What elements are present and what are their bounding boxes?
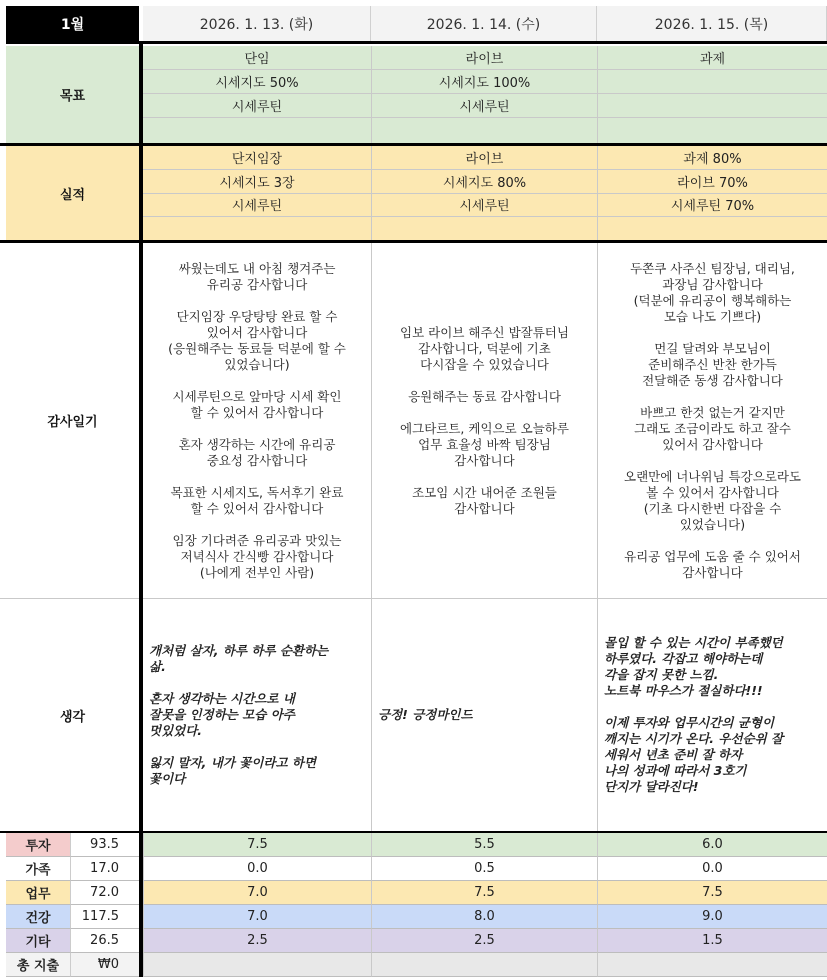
result-cell: 라이브 <box>372 146 597 170</box>
summary-label[interactable]: 업무 <box>6 881 70 905</box>
summary-value[interactable]: 9.0 <box>597 905 827 929</box>
gratitude-cell-2[interactable]: 임보 라이브 해주신 밥잘튜터님 감사합니다, 덕분에 기초 다시잡을 수 있었습니다 응원해주는 동료 감사합니다 에그타르트, 케익으로 오늘하루 업무 효율성 바짝 팀장님 감사합니다 조모임 시간 내어준 조원들 감사합니다 <box>371 243 597 598</box>
summary-label[interactable]: 기타 <box>6 929 70 953</box>
result-cell: 라이브 70% <box>598 170 827 194</box>
result-cell: 과제 80% <box>598 146 827 170</box>
header-divider <box>0 41 827 44</box>
goal-cell <box>598 118 827 141</box>
result-cell: 시세루틴 70% <box>598 194 827 218</box>
summary-total[interactable]: 26.5 <box>70 929 139 953</box>
summary-value[interactable]: 7.0 <box>143 881 371 905</box>
summary-value[interactable] <box>371 953 597 977</box>
summary-value[interactable]: 5.5 <box>371 833 597 857</box>
goal-col-1[interactable] <box>143 46 371 143</box>
gratitude-label[interactable]: 감사일기 <box>6 243 139 598</box>
summary-total[interactable]: 72.0 <box>70 881 139 905</box>
date-header-3[interactable]: 2026. 1. 15. (목) <box>597 6 827 41</box>
result-label[interactable]: 실적 <box>6 146 139 240</box>
date-header-2[interactable]: 2026. 1. 14. (수) <box>371 6 597 41</box>
result-cell <box>372 217 597 240</box>
goal-cell <box>372 118 597 141</box>
thought-cell-2[interactable]: 긍정! 긍정마인드 <box>371 599 597 831</box>
summary-value[interactable]: 0.5 <box>371 857 597 881</box>
summary-value[interactable]: 8.0 <box>371 905 597 929</box>
thought-label[interactable]: 생각 <box>6 599 139 831</box>
summary-value[interactable]: 1.5 <box>597 929 827 953</box>
summary-label[interactable]: 건강 <box>6 905 70 929</box>
result-cell: 시세루틴 <box>372 194 597 218</box>
summary-value[interactable]: 0.0 <box>143 857 371 881</box>
summary-column-border <box>139 833 143 977</box>
summary-label[interactable]: 가족 <box>6 857 70 881</box>
left-margin <box>0 0 6 44</box>
summary-value[interactable] <box>597 953 827 977</box>
goal-cell: 단임 <box>143 46 371 70</box>
summary-total[interactable]: 117.5 <box>70 905 139 929</box>
summary-value[interactable] <box>143 953 371 977</box>
goal-cell <box>598 94 827 118</box>
gratitude-cell-3[interactable]: 두쫀쿠 사주신 팀장님, 대리님, 과장님 감사합니다 (덕분에 유리공이 행복해하는 모습 나도 기쁘다) 먼길 달려와 부모님이 준비해주신 반찬 한가득 전달해준 동생 감사합니다 바쁘고 한것 없는거 같지만 그래도 조금이라도 하고 잘수 있어서 감사합니다 오랜만에 너나위님 특강으로라도 볼 수 있어서 감사합니다 (기초 다시한번 다잡을 수 있었습니다) 유리공 업무에 도움 줄 수 있어서 감사합니다 <box>597 243 827 598</box>
summary-value[interactable]: 0.0 <box>597 857 827 881</box>
result-cell: 단지임장 <box>143 146 371 170</box>
goal-col-3[interactable] <box>597 46 827 143</box>
goal-cell: 시세지도 100% <box>372 70 597 94</box>
goal-cell: 시세루틴 <box>372 94 597 118</box>
result-col-2[interactable] <box>371 146 597 240</box>
thought-cell-1[interactable]: 개처럼 살자, 하루 하루 순환하는 삶. 혼자 생각하는 시간으로 내 잘못을 인정하는 모습 아주 멋있었다. 잃지 말자, 내가 꽃이라고 하면 꽃이다 <box>149 643 329 786</box>
result-cell: 시세지도 3장 <box>143 170 371 194</box>
goal-label[interactable]: 목표 <box>6 46 139 143</box>
category-column-border <box>139 44 143 831</box>
thought-cell-3[interactable]: 몰입 할 수 있는 시간이 부족했던 하루였다. 각잡고 해야하는데 각을 잡지 못한 느낌. 노트북 마우스가 절실하다!!! 이제 투자와 업무시간의 균형이 깨지는 시기가 온다. 우선순위 잘 세워서 년초 준비 잘 하자 나의 성과에 따라서 3호기 단지가 달라진다! <box>597 599 827 831</box>
result-cell <box>598 217 827 240</box>
result-cell <box>143 217 371 240</box>
result-cell: 시세루틴 <box>143 194 371 218</box>
goal-cell: 시세루틴 <box>143 94 371 118</box>
date-header-1[interactable]: 2026. 1. 13. (화) <box>143 6 371 41</box>
summary-value[interactable]: 7.5 <box>371 881 597 905</box>
summary-total[interactable]: ₩0 <box>70 953 139 977</box>
summary-total[interactable]: 93.5 <box>70 833 139 857</box>
goal-cell <box>143 118 371 141</box>
goal-col-2[interactable] <box>371 46 597 143</box>
summary-value[interactable]: 6.0 <box>597 833 827 857</box>
summary-value[interactable]: 2.5 <box>143 929 371 953</box>
summary-value[interactable]: 7.5 <box>143 833 371 857</box>
result-cell: 시세지도 80% <box>372 170 597 194</box>
goal-cell: 과제 <box>598 46 827 70</box>
summary-value[interactable]: 2.5 <box>371 929 597 953</box>
result-col-3[interactable] <box>597 146 827 240</box>
goal-cell <box>598 70 827 94</box>
summary-label[interactable]: 투자 <box>6 833 70 857</box>
month-header[interactable]: 1월 <box>6 6 139 41</box>
summary-value[interactable]: 7.0 <box>143 905 371 929</box>
gratitude-cell-1[interactable]: 싸웠는데도 내 아침 챙겨주는 유리공 감사합니다 단지임장 우당탕탕 완료 할 수 있어서 감사합니다 (응원해주는 동료들 덕분에 할 수 있었습니다) 시세루틴으로 앞마당 시세 확인 할 수 있어서 감사합니다 혼자 생각하는 시간에 유리공 중요성 감사합니다 목표한 시세지도, 독서후기 완료 할 수 있어서 감사합니다 임장 기다려준 유리공과 맛있는 저녁식사 간식빵 감사합니다 (나에게 전부인 사람) <box>168 260 346 580</box>
goal-cell: 라이브 <box>372 46 597 70</box>
goal-cell: 시세지도 50% <box>143 70 371 94</box>
result-col-1[interactable] <box>143 146 371 240</box>
summary-label[interactable]: 총 지출 <box>6 953 70 977</box>
summary-total[interactable]: 17.0 <box>70 857 139 881</box>
summary-value[interactable]: 7.5 <box>597 881 827 905</box>
